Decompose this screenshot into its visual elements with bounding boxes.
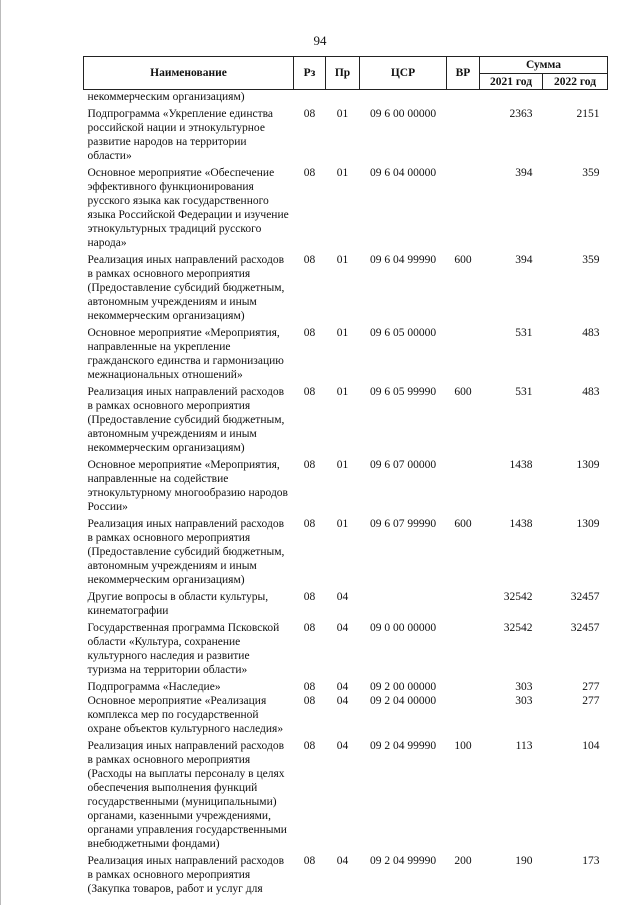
row-pr: 01 [336,386,349,398]
row-rz: 08 [303,591,316,603]
row-rz: 08 [303,622,316,634]
row-vr [447,163,480,250]
row-rz: 08 [303,167,316,179]
header-sum: Сумма [480,57,608,74]
row-sum-2021: 394 [515,167,533,179]
row-vr: 200 [454,855,472,867]
row-rz: 08 [303,254,316,266]
row-csr [360,587,447,618]
row-csr: 09 2 04 00000 [369,695,437,707]
row-name: Реализация иных направлений расходов в рамках основного мероприятия (Предоставление субсидий бюджетным, автономным учреждениям и иным некоммерческим организациям) [87,518,285,586]
row-pr [326,90,360,105]
table-row [84,250,608,323]
row-sum-2021: 531 [515,386,533,398]
budget-table [83,56,608,896]
table-row [84,323,608,382]
row-sum-2022: 359 [582,254,600,266]
table-row [84,90,608,105]
header-year-2021: 2021 год [480,74,543,90]
row-sum-2022: 173 [582,855,600,867]
row-sum-2021: 531 [515,327,533,339]
row-sum-2021: 394 [515,254,533,266]
row-vr [447,677,480,694]
row-name: Подпрограмма «Наследие» [87,681,221,693]
row-csr [360,90,447,105]
row-vr [447,587,480,618]
row-vr [447,90,480,105]
table-row [84,163,608,250]
row-csr: 09 2 04 99990 [369,855,437,867]
row-rz [294,90,326,105]
row-vr [447,323,480,382]
row-name: Основное мероприятие «Реализация комплекса мер по государственной охране объектов культурного наследия» [87,695,284,735]
row-csr: 09 6 05 00000 [369,327,437,339]
row-sum-2022: 32457 [570,591,600,603]
row-rz: 08 [303,695,316,707]
row-name: Реализация иных направлений расходов в рамках основного мероприятия (Предоставление субсидий бюджетным, автономным учреждениям и иным некоммерческим организациям) [87,254,285,322]
row-vr: 600 [454,518,472,530]
row-sum-2022: 483 [582,327,600,339]
row-sum-2022 [543,90,608,105]
table-row [84,618,608,677]
row-csr: 09 6 00 00000 [369,108,437,120]
row-rz: 08 [303,740,316,752]
row-name: Реализация иных направлений расходов в рамках основного мероприятия (Предоставление субсидий бюджетным, автономным учреждениям и иным некоммерческим организациям) [87,386,285,454]
row-pr: 01 [336,167,349,179]
header-csr: ЦСР [360,57,447,90]
row-pr: 01 [336,327,349,339]
row-name: Реализация иных направлений расходов в рамках основного мероприятия (Расходы на выплаты персоналу в целях обеспечения выполнения функций государственными (муниципальными) органами, казенными учреждениями, органами управления государственными внебюджетными фондами) [87,740,287,850]
row-name: Подпрограмма «Укрепление единства российской нации и этнокультурное развитие народов на территории области» [87,108,273,162]
row-sum-2022: 1309 [576,459,600,471]
row-sum-2022: 104 [582,740,600,752]
row-sum-2021: 113 [515,740,533,752]
row-sum-2021: 32542 [503,591,533,603]
row-pr: 04 [336,740,349,752]
row-rz: 08 [303,681,316,693]
row-csr: 09 6 04 99990 [369,254,437,266]
row-vr [447,694,480,736]
row-pr: 04 [336,622,349,634]
row-sum-2021: 1438 [509,459,533,471]
row-sum-2021: 303 [515,695,533,707]
table-row [84,514,608,587]
page-number: 94 [313,33,327,48]
row-sum-2022: 359 [582,167,600,179]
row-sum-2022: 32457 [570,622,600,634]
row-name: Государственная программа Псковской области «Культура, сохранение культурного наследия и развитие туризма на территории области» [87,622,280,676]
row-csr: 09 6 07 99990 [369,518,437,530]
row-csr: 09 6 05 99990 [369,386,437,398]
row-sum-2021: 1438 [509,518,533,530]
table-row [84,851,608,896]
row-vr [447,455,480,514]
header-year-2022: 2022 год [543,74,608,90]
row-sum-2021: 190 [515,855,533,867]
row-pr: 01 [336,254,349,266]
row-csr: 09 0 00 00000 [369,622,437,634]
row-pr: 04 [336,695,349,707]
row-name: Реализация иных направлений расходов в рамках основного мероприятия (Закупка товаров, работ и услуг для [87,855,285,895]
row-vr: 600 [454,386,472,398]
row-name: некоммерческим организациям) [87,91,245,103]
row-rz: 08 [303,518,316,530]
table-row [84,736,608,851]
row-sum-2021: 32542 [503,622,533,634]
row-rz: 08 [303,855,316,867]
table-body [84,90,608,897]
row-sum-2021: 303 [515,681,533,693]
row-vr [447,104,480,163]
row-name: Основное мероприятие «Мероприятия, направленные на содействие этнокультурному многообразию народов России» [87,459,288,513]
header-pr: Пр [326,57,360,90]
table-row [84,382,608,455]
row-vr [447,618,480,677]
row-sum-2022: 483 [582,386,600,398]
table-row [84,455,608,514]
row-pr: 01 [336,518,349,530]
table-row [84,694,608,736]
row-pr: 01 [336,459,349,471]
table-header [84,57,608,90]
row-csr: 09 6 07 00000 [369,459,437,471]
header-name: Наименование [84,57,294,90]
row-csr: 09 2 04 99990 [369,740,437,752]
scan-edge-line [0,0,1,905]
header-rz: Рз [294,57,326,90]
row-pr: 04 [336,855,349,867]
row-sum-2022: 2151 [576,108,600,120]
table-row [84,677,608,694]
row-vr: 600 [454,254,472,266]
row-pr: 01 [336,108,349,120]
row-name: Другие вопросы в области культуры, кинематографии [87,591,269,617]
row-rz: 08 [303,386,316,398]
row-pr: 04 [336,681,349,693]
header-vr: ВР [447,57,480,90]
row-sum-2022: 1309 [576,518,600,530]
row-sum-2021: 2363 [509,108,533,120]
row-rz: 08 [303,108,316,120]
table-row [84,587,608,618]
row-sum-2021 [480,90,543,105]
table-row [84,104,608,163]
row-name: Основное мероприятие «Мероприятия, направленные на укрепление гражданского единства и гармонизацию межнациональных отношений» [87,327,284,381]
row-sum-2022: 277 [582,695,600,707]
row-sum-2022: 277 [582,681,600,693]
row-csr: 09 2 00 00000 [369,681,437,693]
row-rz: 08 [303,459,316,471]
row-name: Основное мероприятие «Обеспечение эффективного функционирования русского языка как государственного языка Российской Федерации и изучение этнокультурных традиций русского народа» [87,167,289,249]
row-vr: 100 [454,740,472,752]
row-csr: 09 6 04 00000 [369,167,437,179]
row-rz: 08 [303,327,316,339]
row-pr: 04 [336,591,349,603]
